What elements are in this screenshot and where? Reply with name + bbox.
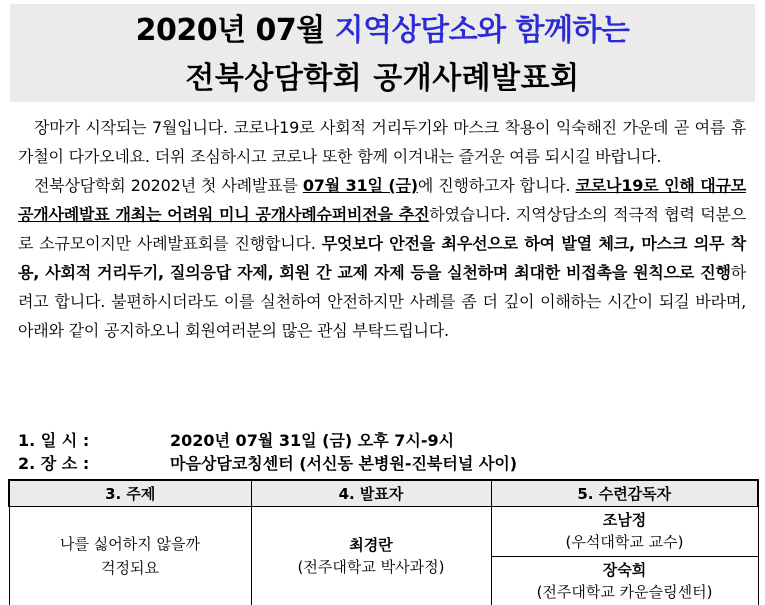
topic-line-1: 나를 싫어하지 않을까: [60, 534, 200, 553]
covid-notice-highlight: 코로나19로 인해 대규모 공개사례발표 개최는 어려워 미니 공개사례슈퍼비전을 추진: [18, 176, 746, 224]
event-date-highlight: 07월 31일 (금): [302, 176, 418, 195]
date-label: 1. 일 시 :: [18, 431, 90, 450]
table-row: [9, 506, 758, 605]
presenter-affiliation: (전주대학교 박사과정): [297, 557, 445, 576]
announcement-body: [18, 113, 746, 345]
topic-line-2: 걱정되요: [101, 558, 159, 577]
paragraph-2: [18, 171, 746, 345]
header-presenter: 4. 발표자: [251, 480, 491, 506]
p2-text-b: 에 진행하고자 합니다.: [417, 176, 576, 195]
schedule-table: [8, 479, 759, 605]
safety-rules-highlight: 무엇보다 안전을 최우선으로 하여 발열 체크, 마스크 의무 착용, 사회적 거리두기, 질의응답 자제, 회원 간 교제 자제 등을 실천하며 최대한 비접촉을 원칙으로 진행: [18, 234, 746, 282]
presenter-cell: [251, 506, 491, 605]
presenter-name: 최경란: [349, 535, 393, 554]
title-date: 2020년 07월: [135, 13, 335, 48]
title-highlight: 지역상담소와 함께하는: [334, 13, 630, 48]
supervisor-cell: [491, 506, 758, 605]
supervisor-2-affiliation: (전주대학교 카운슬링센터): [536, 582, 713, 601]
p2-text-a: 전북상담학회 20202년 첫 사례발표를: [34, 176, 303, 195]
header-supervisor: 5. 수련감독자: [491, 480, 758, 506]
supervisor-1: [492, 507, 758, 556]
title-line-1: [10, 12, 755, 50]
paragraph-1: 장마가 시작되는 7월입니다. 코로나19로 사회적 거리두기와 마스크 착용이 익숙해진 가운데 곧 여름 휴가철이 다가오네요. 더위 조심하시고 코로나 또한 함께 이겨내는 즐거운 여름 되시길 바랍니다.: [18, 118, 746, 166]
place-label: 2. 장 소 :: [18, 454, 90, 473]
table-header-row: [9, 480, 758, 506]
title-line-2: 전북상담학회 공개사례발표회: [185, 61, 580, 96]
info-place-row: [18, 453, 746, 475]
p2-text-c: 하였습니다. 지역상담소의 적극적 협력 덕분으로 소규모이지만 사례발표회를 진행합니다.: [18, 205, 746, 253]
supervisor-1-name: 조남정: [602, 511, 647, 529]
title-banner: [10, 4, 755, 102]
p2-text-d: 하려고 합니다. 불편하시더라도 이를 실천하여 안전하지만 사례를 좀 더 깊이 이해하는 시간이 되길 바라며, 아래와 같이 공지하오니 회원여러분의 많은 관심 부탁드립니다.: [18, 263, 746, 340]
supervisor-2: [492, 556, 758, 605]
topic-cell: [9, 506, 251, 605]
date-value: 2020년 07월 31일 (금) 오후 7시-9시: [170, 431, 455, 450]
supervisor-1-affiliation: (우석대학교 교수): [565, 533, 684, 551]
supervisor-2-name: 장숙희: [602, 560, 647, 579]
info-date-row: [18, 430, 746, 452]
place-value: 마음상담코칭센터 (서신동 본병원-진북터널 사이): [170, 454, 518, 473]
header-topic: 3. 주제: [9, 480, 251, 506]
